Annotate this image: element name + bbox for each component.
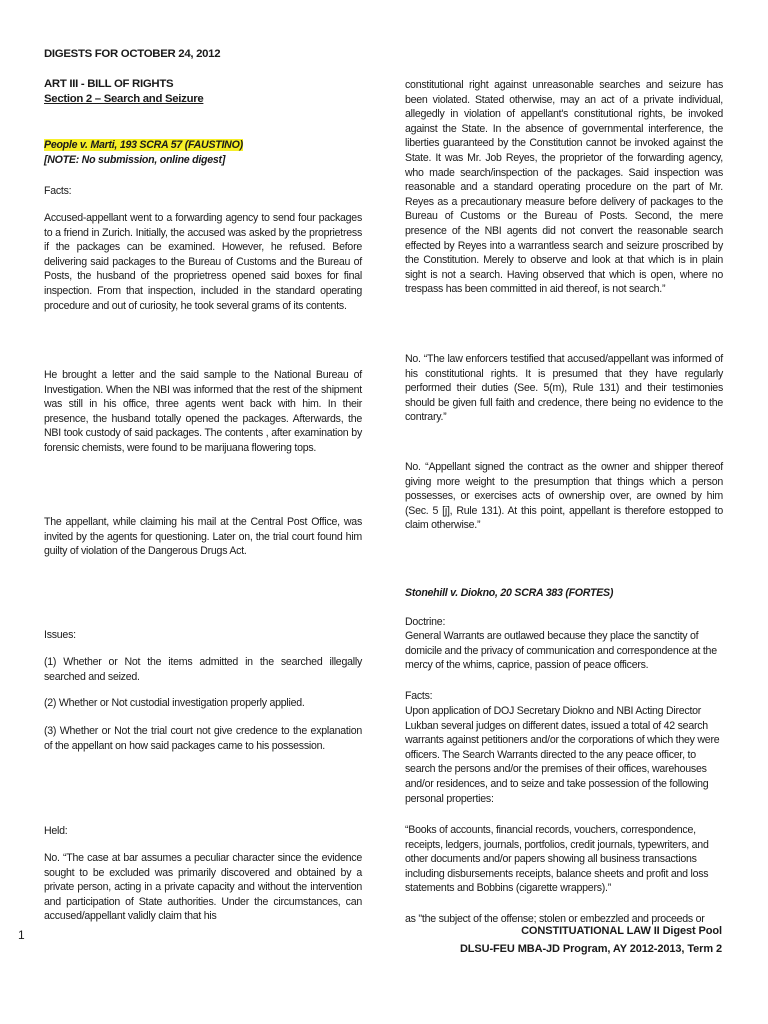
case2-facts: Upon application of DOJ Secretary Diokno and NBI Acting Director Lukban several judges on different dates, issued a total of 42 search warrants against petitioners and/or the corporations of which they were officers. The Search Warrants directed to the any peace officer, to search the persons and/or the premises of their offices, warehouses and/or residences, and to seize and take possession of the following personal properties:	[405, 705, 720, 805]
case1-facts-p1: Accused-appellant went to a forwarding agency to send four packages to a friend in Zurich. Initially, the accused was asked by the proprietress if the packages can be examined. However, he refused. Before delivering said packages to the Bureau of Customs and the Bureau of Posts, the husband of the proprietress opened said boxes for final inspection. From that inspection, included in the standard operating procedure and out of curiosity, he took several grams of its contents.	[44, 212, 362, 312]
case1-note: [NOTE: No submission, online digest]	[44, 154, 226, 166]
case1-issue-1: (1) Whether or Not the items admitted in the searched illegally searched and seized.	[44, 656, 362, 683]
case1-issues-label: Issues:	[44, 629, 76, 641]
page-number: 1	[18, 928, 25, 942]
case1-title	[44, 138, 243, 153]
case2-facts-label: Facts:	[405, 690, 433, 702]
case1-issue-2: (2) Whether or Not custodial investigation properly applied.	[44, 697, 305, 709]
case1-facts-p2: He brought a letter and the said sample to the National Bureau of Investigation. When the NBI was informed that the rest of the shipment was still in his office, three agents went back with him. In their presence, the husband totally opened the packages. Afterwards, the NBI took custody of said packages. The contents , after examination by forensic chemists, were found to be marijuana flowering tops.	[44, 369, 362, 454]
case1-facts-label: Facts:	[44, 185, 72, 197]
section-heading-text: Section 2 – Search and Seizure	[44, 93, 204, 105]
case2-subject: as "the subject of the offense; stolen or embezzled and proceeds or	[405, 913, 705, 925]
footer-line-2: DLSU-FEU MBA-JD Program, AY 2012-2013, Term 2	[459, 943, 722, 955]
case1-held-p2: No. “The law enforcers testified that accused/appellant was informed of his constitutional rights. It is presumed that they have regularly performed their duties (See. 5(m), Rule 131) and their testimonies should be given full faith and credence, there being no evidence to the contrary.”	[405, 353, 723, 424]
case1-title-highlight: People v. Marti, 193 SCRA 57 (FAUSTINO)	[44, 139, 243, 151]
case1-issue-3: (3) Whether or Not the trial court not give credence to the explanation of the appellant on how said packages came to his possession.	[44, 725, 362, 752]
section-heading	[44, 92, 364, 107]
case1-held-continued: constitutional right against unreasonable searches and seizure has been violated. Stated otherwise, may an act of a private individual, allegedly in violation of appellant's constitutional rights, be invoked against the State. In the absence of governmental interference, the liberties guaranteed by the Constitution cannot be invoked against the State. It was Mr. Job Reyes, the proprietor of the forwarding agency, who made search/inspection of the packages. Said inspection was reasonable and a standard operating procedure on the part of Mr. Reyes as a precautionary measure before delivery of packages to the Bureau of Customs or the Bureau of Posts. Second, the mere presence of the NBI agents did not convert the reasonable search effected by Reyes into a warrantless search and seizure proscribed by the Constitution. Merely to observe and look at that which is in plain sight is not a search. Having observed that which is open, where no trespass has been committed in aid thereof, is not search.”	[405, 79, 723, 296]
case1-held-p3: No. “Appellant signed the contract as the owner and shipper thereof giving more weight to the presumption that things which a person possesses, or exercises acts of ownership over, are owned by him (Sec. 5 [j], Rule 131). At this point, appellant is therefore estopped to claim otherwise.”	[405, 461, 723, 532]
case1-held-p1: No. “The case at bar assumes a peculiar character since the evidence sought to be excluded was primarily discovered and obtained by a private person, acting in a private capacity and without the intervention and participation of State authorities. Under the circumstances, can accused/appellant validly claim that his	[44, 852, 362, 923]
case2-doctrine: General Warrants are outlawed because they place the sanctity of domicile and the privacy of communication and correspondence at the mercy of the whims, caprice, passion of peace officers.	[405, 630, 717, 672]
case2-title: Stonehill v. Diokno, 20 SCRA 383 (FORTES)	[405, 587, 614, 599]
case1-facts-p3: The appellant, while claiming his mail at the Central Post Office, was invited by the agents for questioning. Later on, the trial court found him guilty of violation of the Dangerous Drugs Act.	[44, 516, 362, 558]
doc-title: DIGESTS FOR OCTOBER 24, 2012	[44, 48, 221, 60]
footer-line-1: CONSTITUATIONAL LAW II Digest Pool	[521, 925, 722, 937]
case1-held-label: Held:	[44, 825, 68, 837]
case2-doctrine-label: Doctrine:	[405, 616, 446, 628]
article-heading: ART III - BILL OF RIGHTS	[44, 78, 174, 90]
case2-quote: “Books of accounts, financial records, vouchers, correspondence, receipts, ledgers, journals, portfolios, credit journals, typewriters, and other documents and/or papers showing all business transactions including disbursements receipts, balance sheets and profit and loss statements and Bobbins (cigarette wrappers).”	[405, 824, 709, 895]
